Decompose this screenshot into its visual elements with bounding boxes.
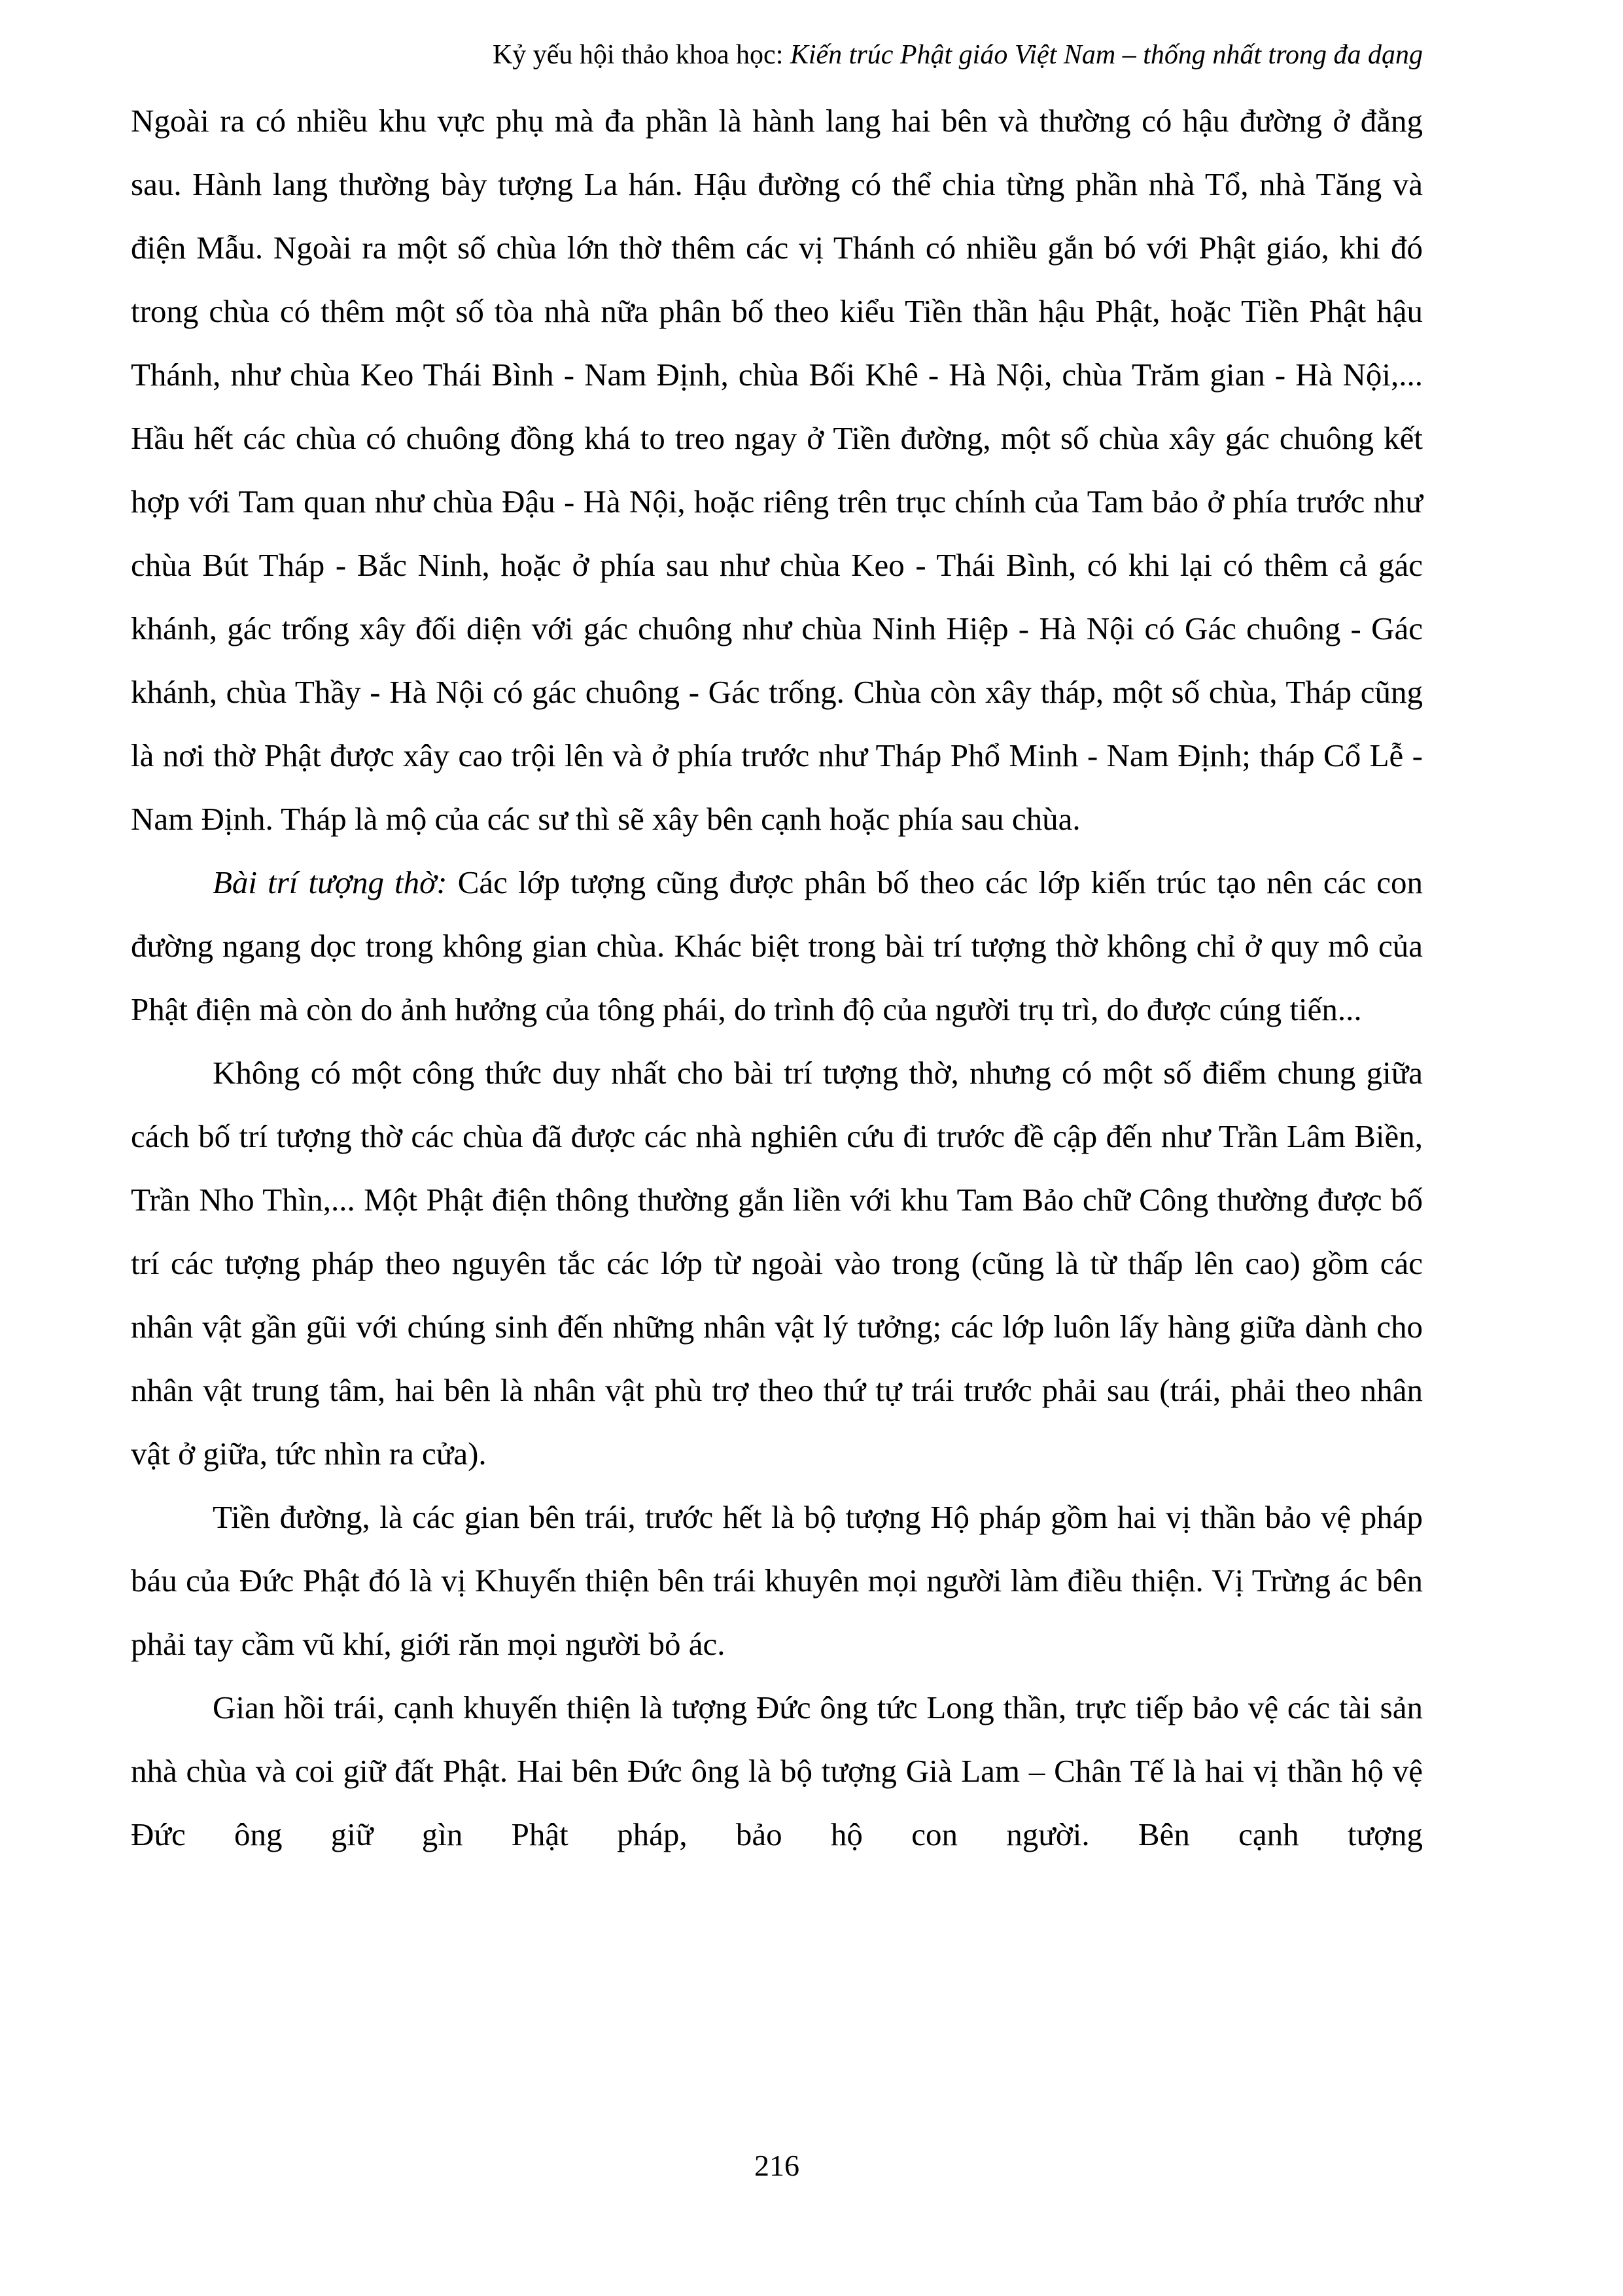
page-number: 216 (754, 2149, 799, 2182)
running-header (131, 38, 1423, 72)
paragraph-lead-italic: Bài trí tượng thờ: (213, 864, 447, 900)
paragraph (131, 1485, 1423, 1676)
paragraph-text: Gian hồi trái, cạnh khuyến thiện là tượng Đức ông tức Long thần, trực tiếp bảo vệ các tài sản nhà chùa và coi giữ đất Phật. Hai bên Đức ông là bộ tượng Già Lam – Chân Tế là hai vị thần hộ vệ Đức ông giữ gìn Phật pháp, bảo hộ con người. Bên cạnh tượng (131, 1689, 1423, 1852)
paragraph-text: Các lớp tượng cũng được phân bố theo các lớp kiến trúc tạo nên các con đường ngang dọc trong không gian chùa. Khác biệt trong bài trí tượng thờ không chỉ ở quy mô của Phật điện mà còn do ảnh hưởng của tông phái, do trình độ của người trụ trì, do được cúng tiến... (131, 864, 1423, 1027)
running-header-title: Kiến trúc Phật giáo Việt Nam – thống nhất trong đa dạng (790, 40, 1423, 70)
document-body (131, 89, 1423, 1866)
paragraph (131, 89, 1423, 851)
paragraph-text: Tiền đường, là các gian bên trái, trước hết là bộ tượng Hộ pháp gồm hai vị thần bảo vệ pháp báu của Đức Phật đó là vị Khuyến thiện bên trái khuyên mọi người làm điều thiện. Vị Trừng ác bên phải tay cầm vũ khí, giới răn mọi người bỏ ác. (131, 1499, 1423, 1662)
paragraph (131, 1041, 1423, 1485)
paragraph (131, 851, 1423, 1041)
paragraph-text: Ngoài ra có nhiều khu vực phụ mà đa phần là hành lang hai bên và thường có hậu đường ở đằng sau. Hành lang thường bày tượng La hán. Hậu đường có thể chia từng phần nhà Tổ, nhà Tăng và điện Mẫu. Ngoài ra một số chùa lớn thờ thêm các vị Thánh có nhiều gắn bó với Phật giáo, khi đó trong chùa có thêm một số tòa nhà nữa phân bố theo kiểu Tiền thần hậu Phật, hoặc Tiền Phật hậu Thánh, như chùa Keo Thái Bình - Nam Định, chùa Bối Khê - Hà Nội, chùa Trăm gian - Hà Nội,... Hầu hết các chùa có chuông đồng khá to treo ngay ở Tiền đường, một số chùa xây gác chuông kết hợp với Tam quan như chùa Đậu - Hà Nội, hoặc riêng trên trục chính của Tam bảo ở phía trước như chùa Bút Tháp - Bắc Ninh, hoặc ở phía sau như chùa Keo - Thái Bình, có khi lại có thêm cả gác khánh, gác trống xây đối diện với gác chuông như chùa Ninh Hiệp - Hà Nội có Gác chuông - Gác khánh, chùa Thầy - Hà Nội có gác chuông - Gác trống. Chùa còn xây tháp, một số chùa, Tháp cũng là nơi thờ Phật được xây cao trội lên và ở phía trước như Tháp Phổ Minh - Nam Định; tháp Cổ Lễ - Nam Định. Tháp là mộ của các sư thì sẽ xây bên cạnh hoặc phía sau chùa. (131, 103, 1423, 837)
document-content (131, 38, 1423, 1866)
paragraph (131, 1676, 1423, 1866)
running-header-prefix: Kỷ yếu hội thảo khoa học: (492, 40, 790, 70)
paragraph-text: Không có một công thức duy nhất cho bài trí tượng thờ, nhưng có một số điểm chung giữa cách bố trí tượng thờ các chùa đã được các nhà nghiên cứu đi trước đề cập đến như Trần Lâm Biền, Trần Nho Thìn,... Một Phật điện thông thường gắn liền với khu Tam Bảo chữ Công thường được bố trí các tượng pháp theo nguyên tắc các lớp từ ngoài vào trong (cũng là từ thấp lên cao) gồm các nhân vật gần gũi với chúng sinh đến những nhân vật lý tưởng; các lớp luôn lấy hàng giữa dành cho nhân vật trung tâm, hai bên là nhân vật phù trợ theo thứ tự trái trước phải sau (trái, phải theo nhân vật ở giữa, tức nhìn ra cửa). (131, 1055, 1423, 1472)
